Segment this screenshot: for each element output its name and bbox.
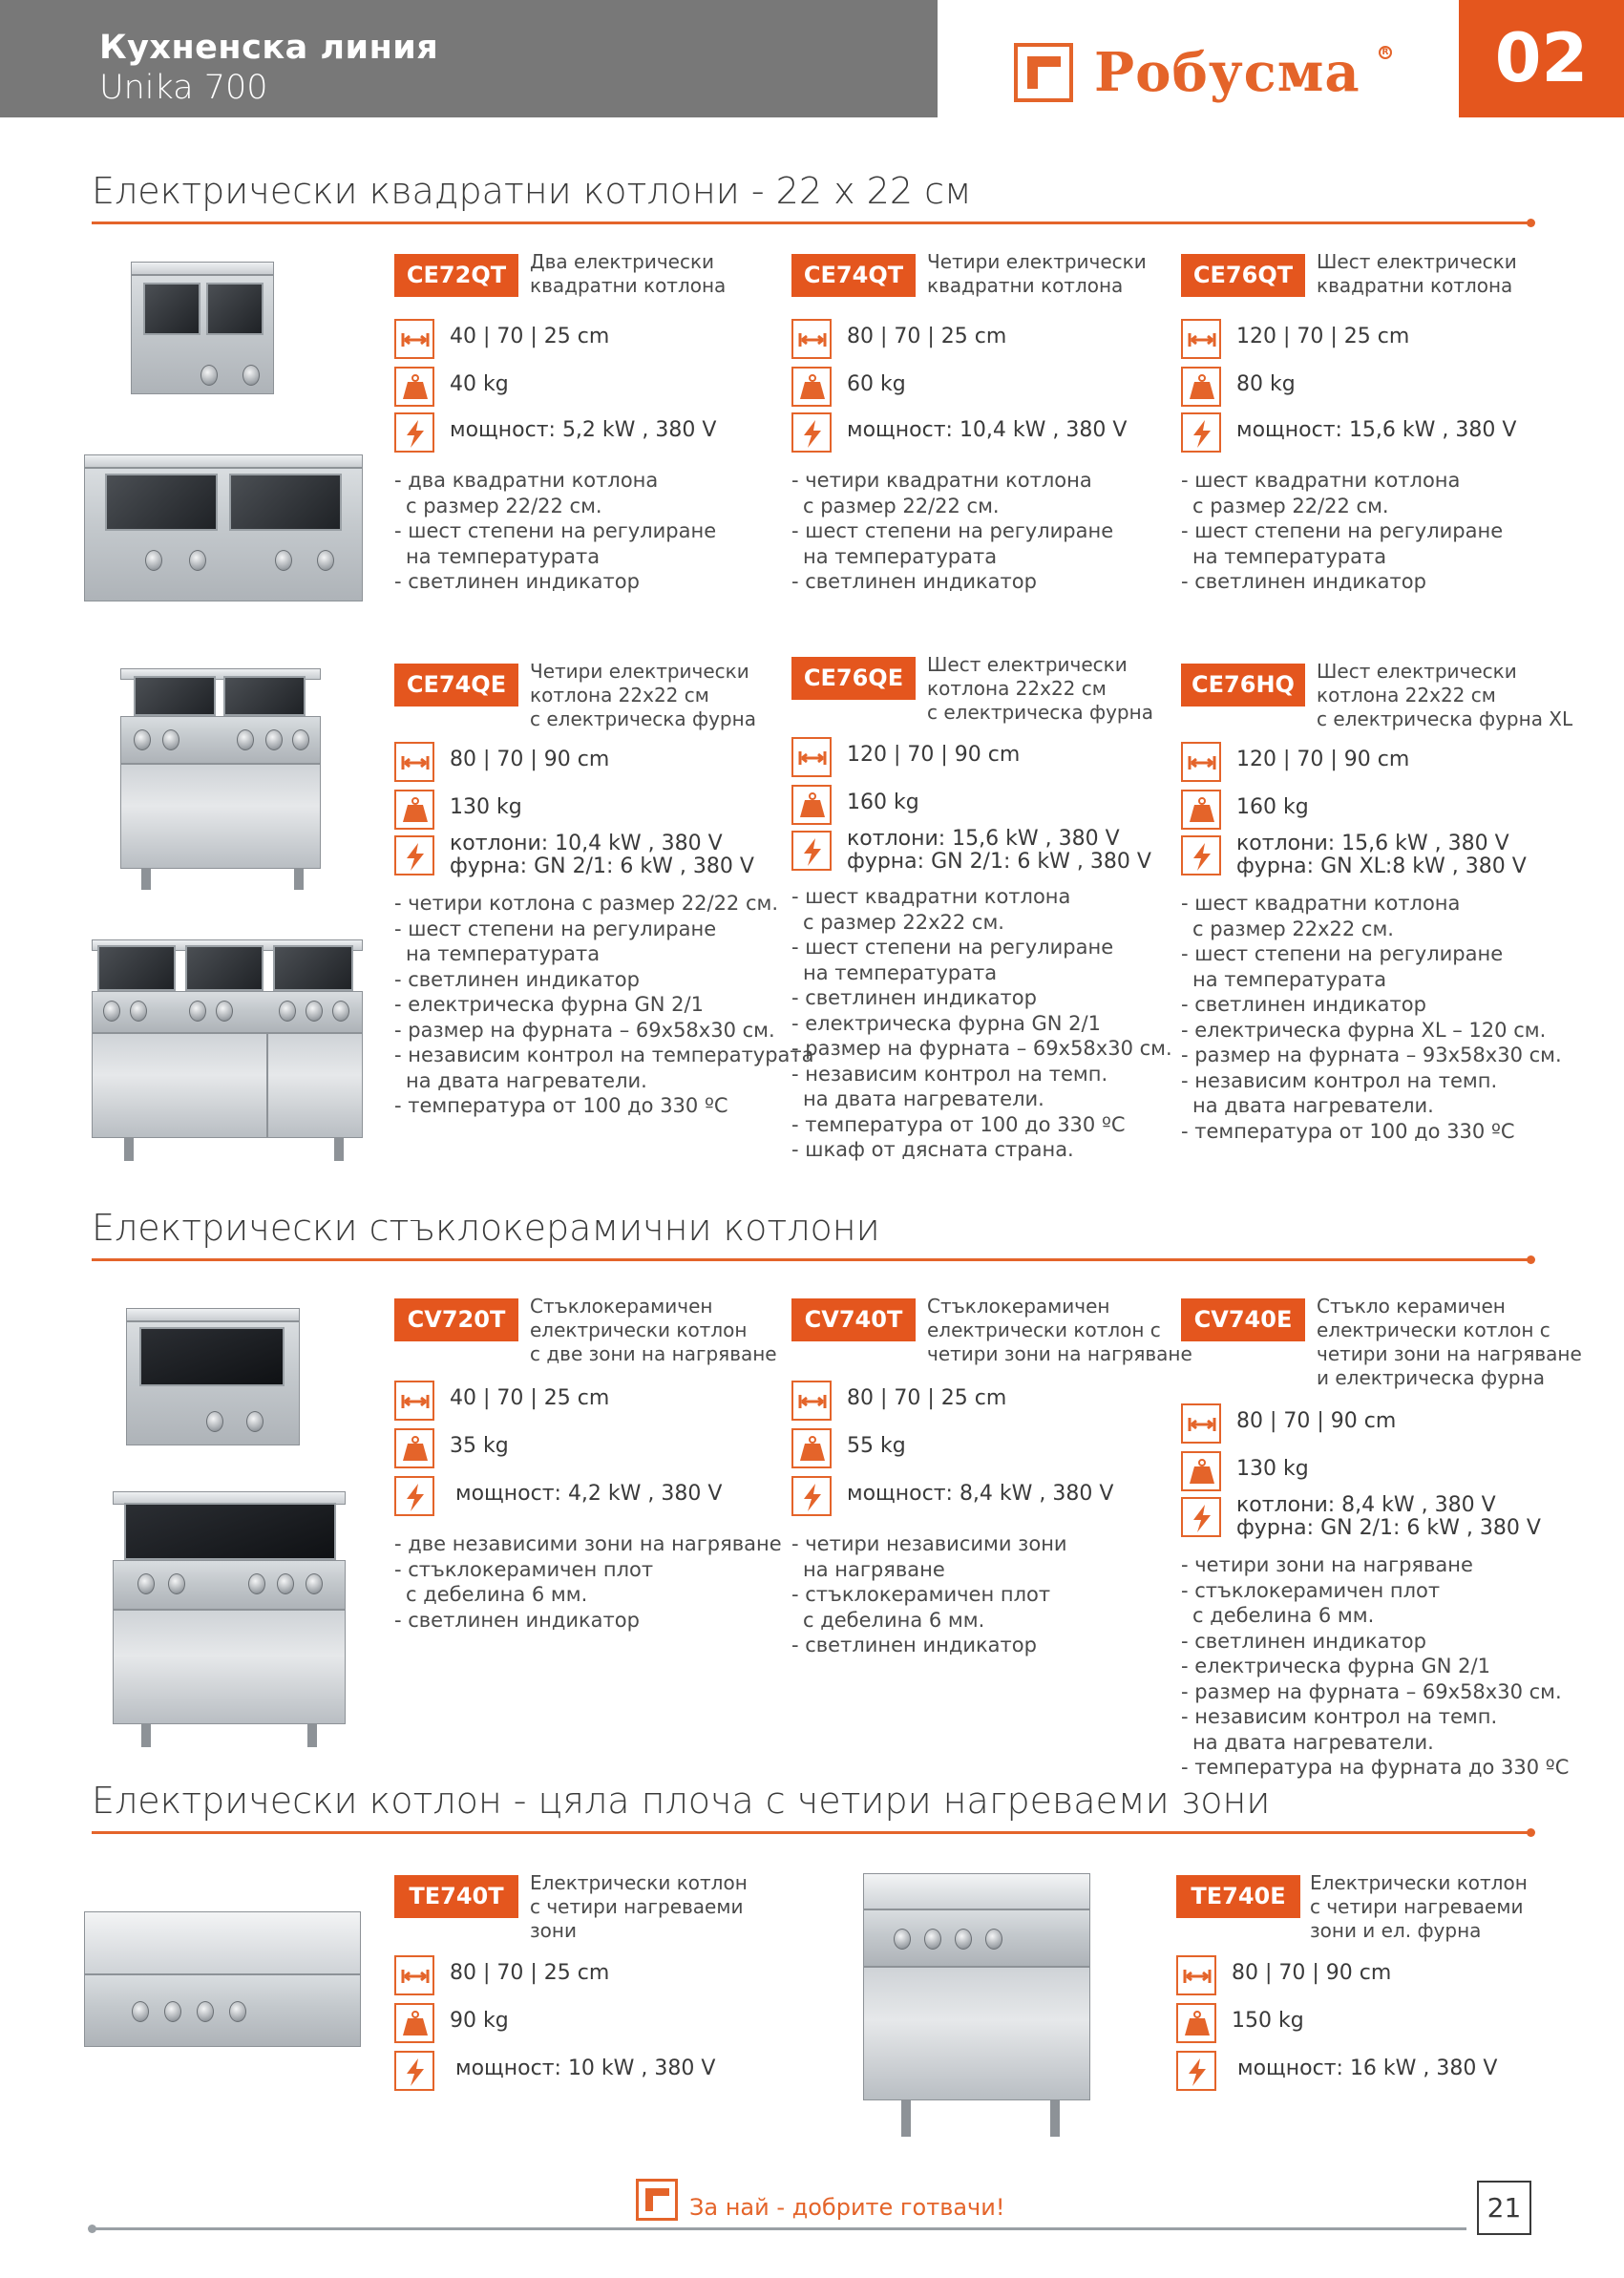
- dimensions-row: 120 | 70 | 25 cm: [1181, 319, 1624, 359]
- section-divider: [92, 1258, 1531, 1261]
- product-image-ce74qe: [120, 668, 327, 893]
- feature-list: - шест квадратни котлона с размер 22x22 см. - шест степени на регулиране на температурата - светлинен индикатор - електрическа фурна XL – 120 см. - размер на фурната – 93x58x30 см. - независим контрол на темп. на двата нагреватели. - температура от 100 до 330 ºC: [1181, 892, 1562, 1143]
- weight-icon: [1181, 1451, 1221, 1491]
- weight-icon: [1181, 367, 1221, 407]
- product-code: CE74QT: [791, 254, 916, 297]
- power-icon: [394, 835, 434, 875]
- power-row: котлони: 10,4 kW , 380 V фурна: GN 2/1: 6 kW , 380 V: [394, 835, 891, 875]
- power-row: мощност: 5,2 kW , 380 V: [394, 412, 891, 453]
- power-row: котлони: 15,6 kW , 380 V фурна: GN XL:8 kW , 380 V: [1181, 835, 1624, 875]
- registered-mark: R: [1379, 46, 1392, 59]
- weight-icon: [791, 1428, 832, 1468]
- weight-row: 160 kg: [1181, 790, 1624, 830]
- product-code: CV740E: [1181, 1298, 1305, 1341]
- product-image-te740t: [84, 1911, 367, 2055]
- product-code: CE74QE: [394, 664, 518, 707]
- weight-icon: [791, 785, 832, 825]
- power-icon: [1181, 835, 1221, 875]
- product-image-cv720t: [126, 1308, 307, 1453]
- product-image-ce72qt: [126, 262, 288, 410]
- dimensions-icon: [394, 1955, 434, 1995]
- weight-row: 55 kg: [791, 1428, 1288, 1468]
- dimensions-icon: [394, 1381, 434, 1421]
- dimensions-row: 80 | 70 | 90 cm: [1176, 1955, 1624, 1995]
- dimensions-icon: [394, 319, 434, 359]
- product-description: Четири електрически котлона 22x22 см с електрическа фурна: [530, 660, 756, 730]
- dimensions-row: 80 | 70 | 25 cm: [791, 319, 1288, 359]
- dimensions-row: 80 | 70 | 90 cm: [394, 742, 891, 782]
- dimensions-icon: [1176, 1955, 1216, 1995]
- header-title: Кухненска линия: [99, 29, 439, 67]
- weight-row: 130 kg: [394, 790, 891, 830]
- power-icon: [791, 412, 832, 453]
- weight-row: 130 kg: [1181, 1451, 1624, 1491]
- weight-row: 40 kg: [394, 367, 891, 407]
- product-code: CE72QT: [394, 254, 518, 297]
- product-description: Стъклокерамичен електрически котлон с две зони на нагряване: [530, 1295, 777, 1365]
- weight-icon: [791, 367, 832, 407]
- dimensions-icon: [791, 319, 832, 359]
- power-icon: [791, 831, 832, 871]
- power-icon: [394, 2051, 434, 2091]
- dimensions-icon: [1181, 319, 1221, 359]
- product-image-te740e: [863, 1873, 1096, 2141]
- dimensions-icon: [1181, 742, 1221, 782]
- feature-list: - шест квадратни котлона с размер 22/22 см. - шест степени на регулиране на температурата - светлинен индикатор: [1181, 469, 1504, 593]
- product-code: TE740T: [394, 1875, 518, 1918]
- weight-icon: [394, 367, 434, 407]
- weight-icon: [394, 1428, 434, 1468]
- power-icon: [1181, 1497, 1221, 1537]
- footer-slogan: За най - добрите готвачи!: [689, 2194, 1005, 2221]
- weight-icon: [394, 790, 434, 830]
- weight-row: 90 kg: [394, 2003, 891, 2043]
- section-title: Електрически квадратни котлони - 22 х 22 см: [92, 170, 972, 212]
- product-description: Електрически котлон с четири нагреваеми зони: [530, 1871, 748, 1942]
- page-number: 21: [1477, 2181, 1531, 2235]
- section-title: Електрически стъклокерамични котлони: [92, 1207, 880, 1249]
- header-subtitle: Unika 700: [99, 69, 268, 107]
- product-image-ce76qe: [92, 939, 369, 1169]
- power-row: мощност: 10,4 kW , 380 V: [791, 412, 1288, 453]
- weight-row: 160 kg: [791, 785, 1288, 825]
- brand-name: Робусма: [1094, 41, 1360, 104]
- power-row: мощност: 4,2 kW , 380 V: [394, 1476, 891, 1516]
- brand-logo-icon: [1014, 43, 1073, 102]
- product-code: CV720T: [394, 1298, 518, 1341]
- product-code: CE76QE: [791, 657, 916, 700]
- weight-row: 150 kg: [1176, 2003, 1624, 2043]
- dimensions-row: 40 | 70 | 25 cm: [394, 319, 891, 359]
- product-description: Електрически котлон с четири нагреваеми зони и ел. фурна: [1310, 1871, 1528, 1942]
- product-description: Шест електрически котлона 22x22 см с електрическа фурна XL: [1317, 660, 1573, 730]
- product-code: TE740E: [1176, 1875, 1300, 1918]
- product-description: Шест електрически котлона 22x22 см с електрическа фурна: [927, 653, 1153, 724]
- brand-logo: [1014, 42, 1360, 103]
- power-icon: [791, 1476, 832, 1516]
- dimensions-icon: [791, 737, 832, 777]
- section-number: 02: [1459, 0, 1624, 117]
- section-divider: [92, 1831, 1531, 1834]
- feature-list: - четири зони на нагряване - стъклокерамичен плот с дебелина 6 мм. - светлинен индикатор - електрическа фурна GN 2/1 - размер на фурната – 69x58x30 см. - независим контрол на темп. на двата нагреватели. - температура на фурната до 330 ºC: [1181, 1553, 1570, 1779]
- product-description: Стъклокерамичен електрически котлон с четири зони на нагряване: [927, 1295, 1192, 1365]
- dimensions-icon: [394, 742, 434, 782]
- feature-list: - четири котлона с размер 22/22 см. - шест степени на регулиране на температурата - светлинен индикатор - електрическа фурна GN 2/1 - размер на фурната – 69x58x30 см. - независим контрол на температурата на двата нагреватели. - температура от 100 до 330 ºC: [394, 892, 814, 1117]
- feature-list: - шест квадратни котлона с размер 22x22 см. - шест степени на регулиране на температурата - светлинен индикатор - електрическа фурна GN 2/1 - размер на фурната – 69x58x30 см. - независим контрол на темп. на двата нагреватели. - температура от 100 до 330 ºC - шкаф от дясната страна.: [791, 885, 1172, 1161]
- weight-icon: [1176, 2003, 1216, 2043]
- power-row: мощност: 15,6 kW , 380 V: [1181, 412, 1624, 453]
- footer-divider: [92, 2227, 1466, 2230]
- dimensions-row: 120 | 70 | 90 cm: [1181, 742, 1624, 782]
- product-image-cv740e: [113, 1491, 351, 1751]
- product-description: Шест електрически квадратни котлона: [1317, 250, 1517, 297]
- product-code: CE76QT: [1181, 254, 1305, 297]
- weight-icon: [1181, 790, 1221, 830]
- dimensions-icon: [1181, 1403, 1221, 1444]
- feature-list: - две независими зони на нагряване - стъклокерамичен плот с дебелина 6 мм. - светлинен индикатор: [394, 1532, 782, 1632]
- dimensions-icon: [791, 1381, 832, 1421]
- feature-list: - четири квадратни котлона с размер 22/22 см. - шест степени на регулиране на температурата - светлинен индикатор: [791, 469, 1114, 593]
- feature-list: - два квадратни котлона с размер 22/22 см. - шест степени на регулиране на температурата - светлинен индикатор: [394, 469, 717, 593]
- dimensions-row: 80 | 70 | 25 cm: [394, 1955, 891, 1995]
- dimensions-row: 120 | 70 | 90 cm: [791, 737, 1288, 777]
- power-row: котлони: 8,4 kW , 380 V фурна: GN 2/1: 6 kW , 380 V: [1181, 1497, 1624, 1537]
- product-code: CV740T: [791, 1298, 916, 1341]
- power-row: мощност: 16 kW , 380 V: [1176, 2051, 1624, 2091]
- power-icon: [1176, 2051, 1216, 2091]
- weight-row: 80 kg: [1181, 367, 1624, 407]
- product-image-ce74qt: [84, 454, 370, 613]
- weight-icon: [394, 2003, 434, 2043]
- power-icon: [1181, 412, 1221, 453]
- product-description: Четири електрически квадратни котлона: [927, 250, 1147, 297]
- power-row: мощност: 10 kW , 380 V: [394, 2051, 891, 2091]
- feature-list: - четири независими зони на нагряване - стъклокерамичен плот с дебелина 6 мм. - светлинен индикатор: [791, 1532, 1067, 1656]
- product-description: Два електрически квадратни котлона: [530, 250, 727, 297]
- power-row: котлони: 15,6 kW , 380 V фурна: GN 2/1: 6 kW , 380 V: [791, 831, 1288, 871]
- weight-row: 35 kg: [394, 1428, 891, 1468]
- footer-logo-icon: [636, 2179, 678, 2221]
- dimensions-row: 40 | 70 | 25 cm: [394, 1381, 891, 1421]
- weight-row: 60 kg: [791, 367, 1288, 407]
- product-code: CE76HQ: [1181, 664, 1305, 707]
- power-icon: [394, 412, 434, 453]
- power-row: мощност: 8,4 kW , 380 V: [791, 1476, 1288, 1516]
- power-icon: [394, 1476, 434, 1516]
- dimensions-row: 80 | 70 | 25 cm: [791, 1381, 1288, 1421]
- section-title: Електрически котлон - цяла плоча с четири нагреваеми зони: [92, 1780, 1271, 1822]
- section-divider: [92, 221, 1531, 224]
- product-description: Стъкло керамичен електрически котлон с четири зони на нагряване и електрическа фурна: [1317, 1295, 1582, 1389]
- dimensions-row: 80 | 70 | 90 cm: [1181, 1403, 1624, 1444]
